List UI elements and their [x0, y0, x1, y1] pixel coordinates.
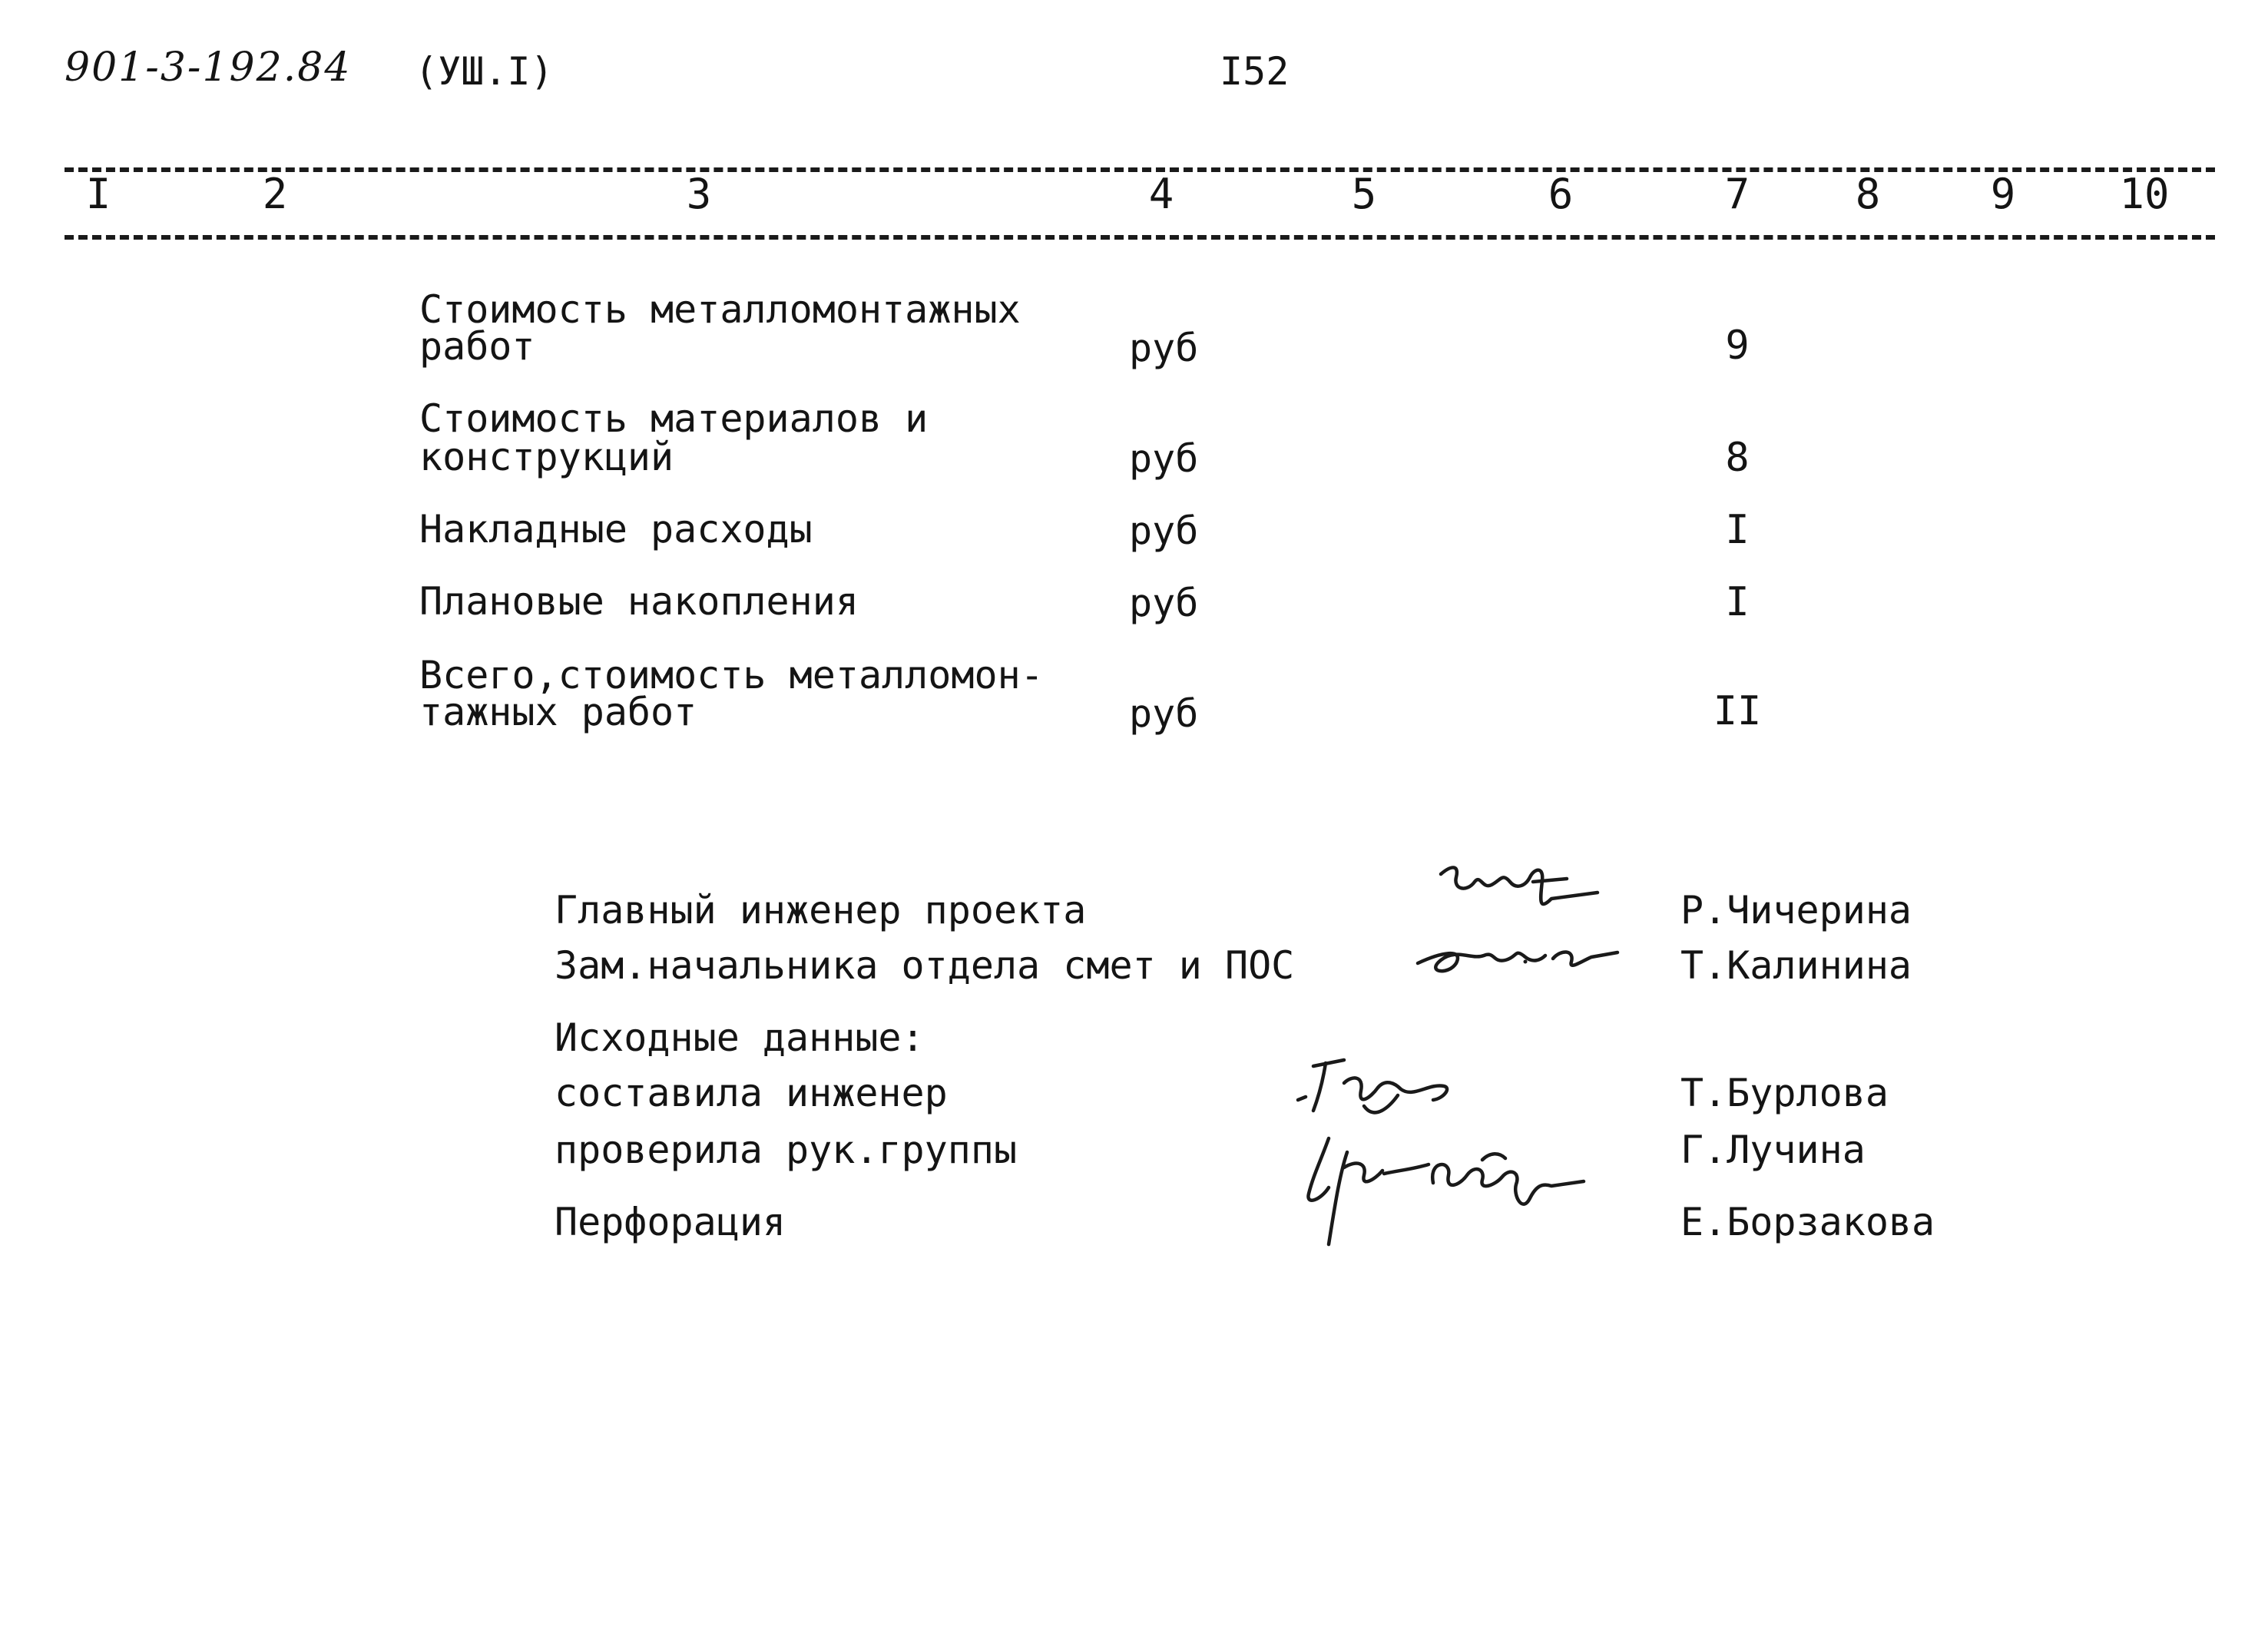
column-header: 6 — [1548, 170, 1574, 218]
document-code: 901-3-192.84 — [65, 45, 352, 91]
row-label-line: работ — [419, 324, 535, 369]
row-label-line: Стоимость материалов и — [419, 396, 929, 441]
page-number: I52 — [1220, 49, 1290, 94]
row-label-line: тажных работ — [419, 690, 697, 734]
chief-engineer-name: Р.Чичерина — [1680, 888, 1912, 932]
row-label-line: Стоимость металломонтажных — [419, 287, 1021, 332]
table-header-rule — [65, 235, 2215, 240]
column-header: 2 — [262, 170, 288, 218]
row-label-line: Всего,стоимость металломон- — [419, 653, 1044, 697]
chief-engineer-title: Главный инженер проекта — [555, 888, 1087, 932]
row-value: I — [1725, 507, 1750, 553]
column-header: 8 — [1855, 170, 1881, 218]
row-value: II — [1713, 688, 1762, 734]
compiled-by-name: Т.Бурлова — [1680, 1071, 1889, 1115]
row-unit: руб — [1129, 508, 1199, 553]
album-label: (УШ.I) — [415, 49, 554, 94]
deputy-head-title: Зам.начальника отдела смет и ПОС — [555, 943, 1295, 988]
row-label-line: Накладные расходы — [419, 507, 813, 552]
perforation-title: Перфорация — [555, 1200, 786, 1244]
table-top-rule — [65, 167, 2215, 172]
row-unit: руб — [1129, 691, 1199, 736]
column-header: 9 — [1990, 170, 2016, 218]
row-unit: руб — [1129, 326, 1199, 370]
column-header: 7 — [1724, 170, 1750, 218]
deputy-head-name: Т.Калинина — [1680, 943, 1912, 988]
signature-luchina-borzakova — [1298, 1129, 1651, 1260]
column-header: 10 — [2119, 170, 2170, 218]
checked-by-name: Г.Лучина — [1680, 1128, 1866, 1172]
row-unit: руб — [1129, 436, 1199, 481]
column-header: 3 — [686, 170, 712, 218]
column-header: I — [85, 170, 111, 218]
column-header: 5 — [1351, 170, 1377, 218]
row-value: I — [1725, 579, 1750, 625]
row-label-line: конструкций — [419, 435, 674, 479]
signature-chicherina — [1436, 859, 1605, 920]
checked-by-title: проверила рук.группы — [555, 1128, 1018, 1172]
column-header: 4 — [1148, 170, 1174, 218]
row-value: 8 — [1725, 435, 1750, 481]
row-unit: руб — [1129, 581, 1199, 625]
row-label-line: Плановые накопления — [419, 579, 859, 624]
row-value: 9 — [1725, 323, 1750, 369]
compiled-by-title: составила инженер — [555, 1071, 948, 1115]
perforation-name: Е.Борзакова — [1680, 1200, 1935, 1244]
signature-kalinina — [1410, 929, 1625, 983]
source-data-heading: Исходные данные: — [555, 1015, 925, 1060]
